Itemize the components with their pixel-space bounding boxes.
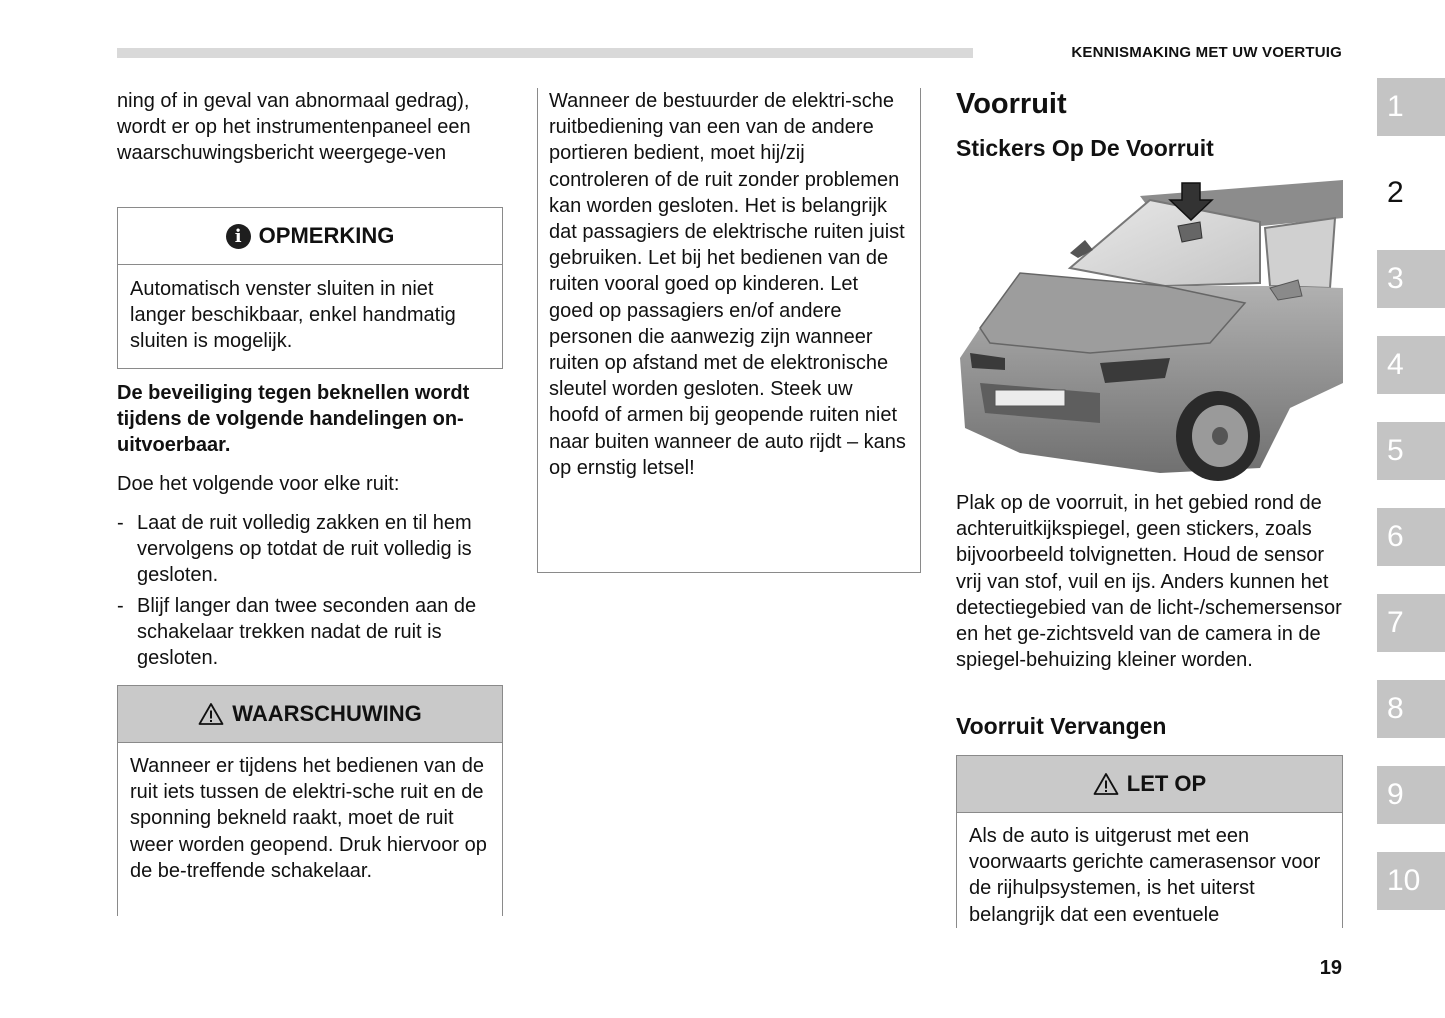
chapter-tab-1[interactable]: 1 — [1377, 78, 1445, 136]
subheading-replace: Voorruit Vervangen — [956, 713, 1167, 739]
warning-title: WAARSCHUWING — [232, 701, 422, 726]
steps-list — [117, 510, 507, 675]
header-bar — [117, 48, 973, 58]
chapter-tab-4[interactable]: 4 — [1377, 336, 1445, 394]
section-heading: Voorruit — [956, 88, 1067, 120]
chapter-tab-8[interactable]: 8 — [1377, 680, 1445, 738]
warning-triangle-icon — [198, 702, 224, 726]
note-body: Automatisch venster sluiten in niet langer beschikbaar, enkel handmatig sluiten is mogelijk. — [130, 278, 456, 353]
car-windshield-illustration — [960, 178, 1343, 483]
info-icon: i — [226, 224, 251, 249]
warning-triangle-icon — [1093, 772, 1119, 796]
safety-box — [537, 88, 921, 573]
subheading-stickers: Stickers Op De Voorruit — [956, 135, 1214, 161]
note-header — [118, 208, 502, 265]
bold-paragraph: De beveiliging tegen beknellen wordt tijdens de volgende handelingen on-uitvoerbaar. — [117, 382, 470, 457]
chapter-tab-9[interactable]: 9 — [1377, 766, 1445, 824]
chapter-tab-10[interactable]: 10 — [1377, 852, 1445, 910]
warning-box — [117, 685, 503, 916]
chapter-tab-7[interactable]: 7 — [1377, 594, 1445, 652]
chapter-title: KENNISMAKING MET UW VOERTUIG — [1071, 44, 1342, 61]
chapter-tab-3[interactable]: 3 — [1377, 250, 1445, 308]
warning-body: Wanneer er tijdens het bedienen van de ruit iets tussen de elektri-sche ruit en de sponning bekneld raakt, moet de ruit weer worden geopend. Druk hiervoor op de be-treffende schakelaar. — [130, 755, 487, 882]
chapter-tab-5[interactable]: 5 — [1377, 422, 1445, 480]
safety-text: Wanneer de bestuurder de elektri-sche ruitbediening van een van de andere portieren bedient, moet hij/zij controleren of de ruit zonder problemen kan worden gesloten. Het is belangrijk dat passagiers de elektrische ruiten juist gebruiken. Let bij het bedienen van de ruiten vooral goed op kinderen. Let goed op passagiers en/of andere personen die aanwezig zijn wanneer ruiten op afstand met de elektronische sleutel worden gesloten. Steek uw hoofd of armen bij geopende ruiten niet naar buiten wanneer de auto rijdt – kans op ernstig letsel! — [549, 90, 906, 479]
list-item: - Blijf langer dan twee seconden aan de schakelaar trekken nadat de ruit is gesloten. — [117, 593, 507, 672]
chapter-tab-6[interactable]: 6 — [1377, 508, 1445, 566]
caution-body: Als de auto is uitgerust met een voorwaarts gerichte camerasensor voor de rijhulpsystemen, is het uiterst belangrijk dat een eventuele — [969, 825, 1321, 926]
caution-header — [957, 756, 1342, 813]
caution-box — [956, 755, 1343, 928]
note-box — [117, 207, 503, 369]
lead-text: Doe het volgende voor elke ruit: — [117, 473, 400, 495]
windshield-paragraph: Plak op de voorruit, in het gebied rond de achteruitkijkspiegel, geen stickers, zoals bijvoorbeeld tolvignetten. Houd de sensor vrij van stof, vuil en ijs. Anders kunnen het detectiegebied van de licht-/schemersensor en het ge-zichtsveld van de camera in de spiegel-behuizing kleiner worden. — [956, 492, 1342, 672]
chapter-tab-2[interactable]: 2 — [1377, 164, 1445, 222]
page-number: 19 — [1319, 957, 1342, 979]
intro-text: ning of in geval van abnormaal gedrag), wordt er op het instrumentenpaneel een waarschuwingsbericht weergege-ven — [117, 90, 471, 165]
warning-header — [118, 686, 502, 743]
list-item: - Laat de ruit volledig zakken en til hem vervolgens op totdat de ruit volledig is gesloten. — [117, 510, 507, 589]
caution-title: LET OP — [1126, 771, 1207, 796]
note-title: OPMERKING — [258, 223, 395, 248]
